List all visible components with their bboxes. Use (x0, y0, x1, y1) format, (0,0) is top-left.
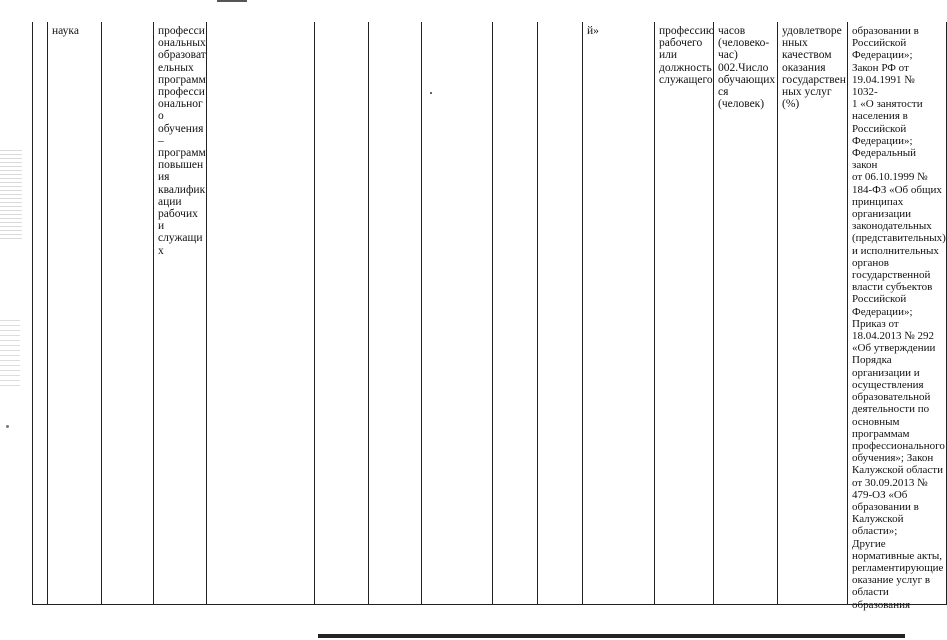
cell-text: профессию рабочего или должность служащего (659, 25, 715, 86)
cell-text: образовании в Российской Федерации»; Закон РФ от 19.04.1991 № 1032- 1 «О занятости населения в Российской Федерации»; Федеральный закон от 06.10.1999 № 184-ФЗ «Об общих принципах организации законодательных (представительных) и исполнительных органов государственной власти субъектов Российской Федерации»; Приказ от 18.04.2013 № 292 «Об утверждении Порядка организации и осуществления образовательной деятельности по основным программам профессионального обучения»; Закон Калужской области от 30.09.2013 № 479-ОЗ «Об образовании в Калужской области»; Другие нормативные акты, регламентирующие оказание услуг в области образования (852, 25, 946, 611)
table-cell-col-14 (778, 22, 848, 604)
scan-artifact-left (0, 150, 22, 240)
table-cell-col-6 (315, 22, 369, 604)
table-cell-col-7 (369, 22, 422, 604)
scan-artifact-left-lower (0, 320, 20, 390)
table-cell-col-3 (102, 22, 154, 604)
table-cell-col-8 (422, 22, 493, 604)
cell-text: часов (человеко- час) 002.Число обучающих ся (человек) (718, 25, 776, 111)
scan-artifact-top (217, 0, 247, 2)
document-table (32, 22, 947, 611)
table-cell-col-4 (154, 22, 207, 604)
cell-text: й» (587, 25, 599, 37)
cell-text: наука (52, 25, 79, 37)
cell-text: удовлетворе нных качеством оказания государствен ных услуг (%) (782, 25, 846, 111)
scan-artifact-dot (6, 425, 9, 428)
table-cell-col-2 (48, 22, 102, 604)
table-cell-col-12 (655, 22, 714, 604)
cell-text: професси ональных образоват ельных программ професси ональног о обучения – программ повышен ия квалифик ации рабочих и служащи х (158, 25, 206, 257)
table-cell-col-5 (207, 22, 315, 604)
table-cell-col-11 (583, 22, 655, 604)
table-cell-col-15 (848, 22, 946, 611)
table-cell-col-13 (714, 22, 778, 604)
table-cell-col-1 (33, 22, 48, 604)
table-cell-col-10 (538, 22, 583, 604)
table-cell-col-9 (493, 22, 538, 604)
scan-artifact-bottom (318, 634, 905, 638)
